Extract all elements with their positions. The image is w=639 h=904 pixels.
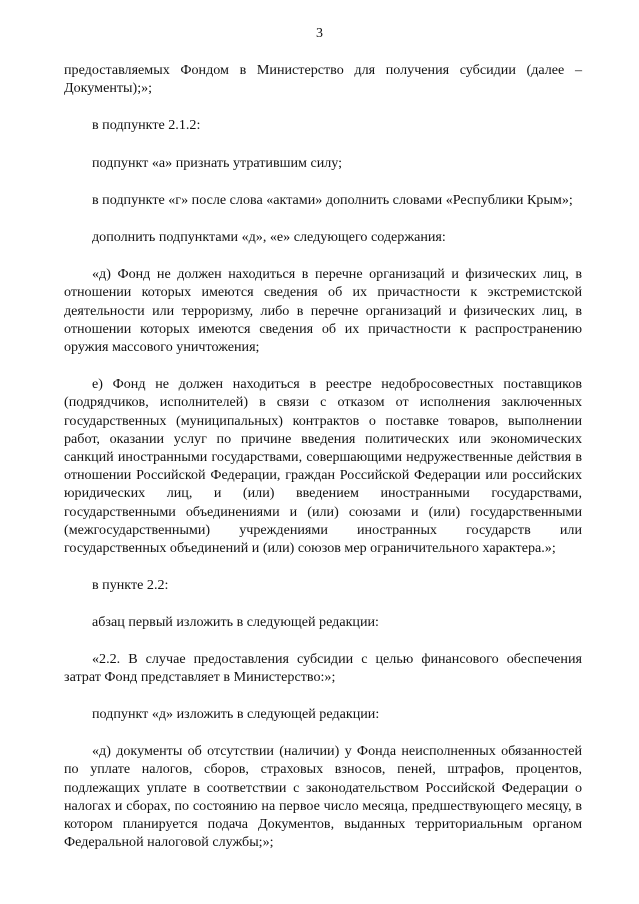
paragraph-subclause-d-amend: подпункт «д» изложить в следующей редакции: (92, 706, 380, 723)
document-body (64, 61, 582, 852)
paragraph-subclause-d-text: «д) документы об отсутствии (наличии) у Фонда неисполненных обязанностей по уплате налогов, сборов, страховых взносов, пеней, штрафов, процентов, подлежащих уплате в соответствии с законодательством Российской Федерации о налогах и сборах, по состоянию на первое число месяца, предшествующего месяцу, в котором планируется подача Документов, выданных территориальным органом Федеральной налоговой службы;»; (64, 743, 582, 851)
paragraph-add-subclauses: дополнить подпунктами «д», «е» следующего содержания: (92, 229, 446, 246)
paragraph-2-2-text: «2.2. В случае предоставления субсидии с целью финансового обеспечения затрат Фонд представляет в Министерство:»; (64, 650, 582, 685)
paragraph-subclause-g-amend: в подпункте «г» после слова «актами» дополнить словами «Республики Крым»; (92, 191, 573, 208)
paragraph-subclause-d: «д) Фонд не должен находиться в перечне организаций и физических лиц, в отношении которых имеются сведения об их причастности к экстремистской деятельности или терроризму, либо в перечне организаций и физических лиц, в отношении которых имеются сведения об их причастности к распространению оружия массового уничтожения; (64, 266, 582, 356)
page-number: 3 (316, 26, 323, 41)
paragraph-subclause-2-1-2: в подпункте 2.1.2: (92, 117, 201, 134)
paragraph-subclause-e: е) Фонд не должен находиться в реестре недобросовестных поставщиков (подрядчиков, исполнителей) в связи с отказом от исполнения заключенных государственных (муниципальных) контрактов о поставке товаров, выполнении работ, оказании услуг по причине введения политических или экономических санкций иностранными государствами, совершающими недружественные действия в отношении Российской Федерации, граждан Российской Федерации или российских юридических лиц, и (или) введением иностранными государствами, государственными объединениями и (или) союзами и (или) государственными (межгосударственными) учреждениями иностранных государств или государственных объединений и (или) союзов мер ограничительного характера.»; (64, 376, 582, 557)
paragraph-first-abzac: абзац первый изложить в следующей редакции: (92, 614, 379, 631)
paragraph-clause-2-2: в пункте 2.2: (92, 577, 169, 594)
paragraph-subclause-a-void: подпункт «а» признать утратившим силу; (92, 154, 343, 171)
paragraph-continuation: предоставляемых Фондом в Министерство для получения субсидии (далее – Документы);»; (64, 62, 582, 97)
